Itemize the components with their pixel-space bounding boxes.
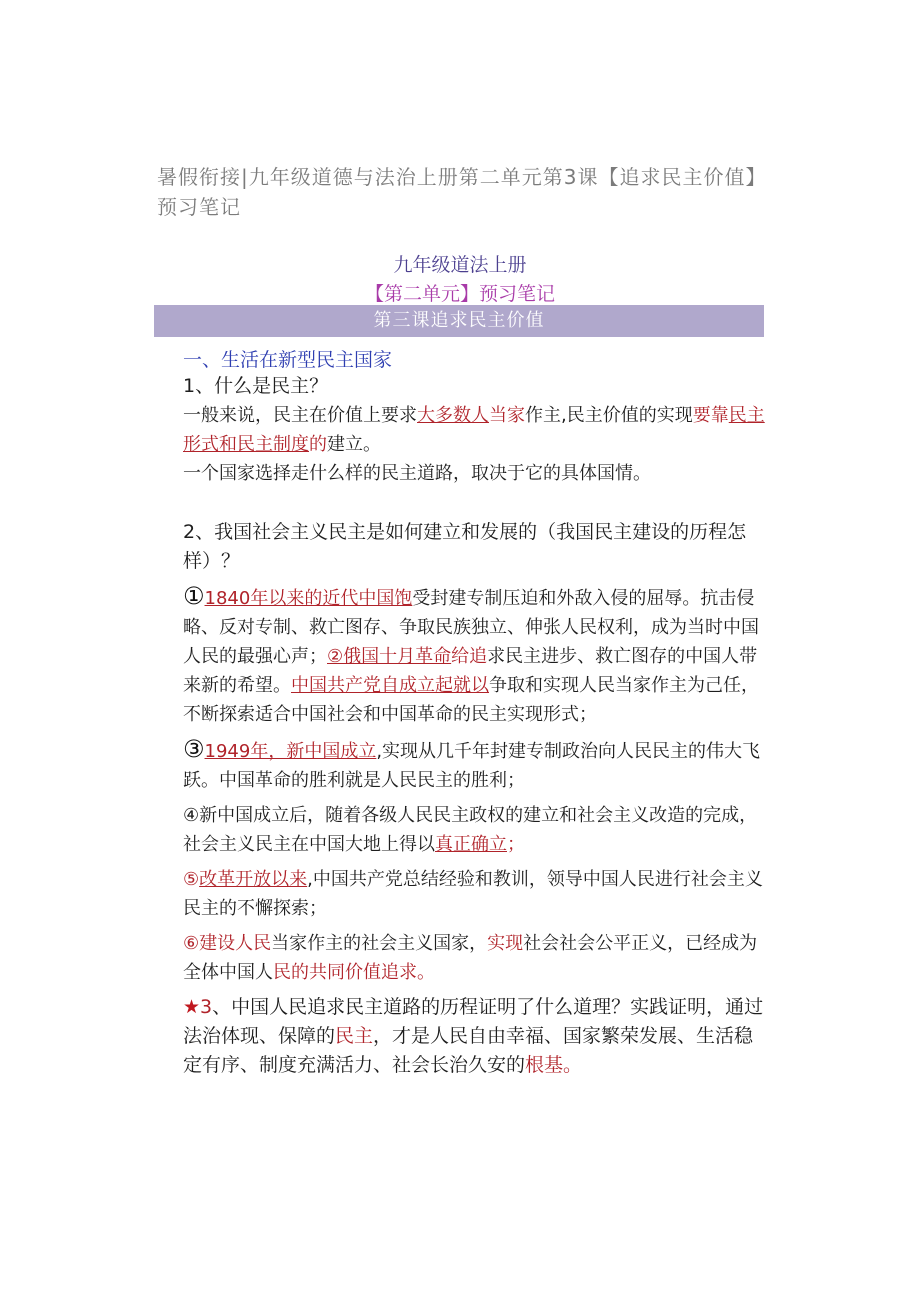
star-icon: ★ bbox=[183, 996, 201, 1018]
highlight-term: 民主形式和民主制度 bbox=[183, 405, 765, 455]
question-1-answer: 一般来说，民主在价值上要求大多数人当家作主,民主价值的实现要靠民主形式和民主制度的建立。 bbox=[183, 405, 765, 455]
document-title: 暑假衔接|九年级道德与法治上册第二单元第3课【追求民主价值】预习笔记 bbox=[157, 165, 767, 219]
highlight-term: 大多数人 bbox=[417, 405, 489, 426]
question-1-title: 1、什么是民主？ bbox=[183, 375, 329, 397]
question-3: ★3、中国人民追求民主道路的历程证明了什么道理？实践证明，通过法治体现、保障的民主，才是人民自由幸福、国家繁荣发展、生活稳定有序、制度充满活力、社会长治久安的根基。 bbox=[183, 996, 764, 1076]
question-2-title: 2、我国社会主义民主是如何建立和发展的（我国民主建设的历程怎样）？ bbox=[183, 521, 747, 572]
history-point-4: ④新中国成立后，随着各级人民民主政权的建立和社会主义改造的完成，社会主义民主在中国大地上得以真正确立； bbox=[183, 805, 758, 855]
history-point-1-2: ①1840年以来的近代中国饱受封建专制压迫和外敌入侵的屈辱。抗击侵略、反对专制、救亡图存、争取民族独立、伸张人民权利，成为当时中国人民的最强心声；②俄国十月革命给追求民主进步、救亡图存的中国人带来新的希望。中国共产党自成立起就以争取和实现人民当家作主为己任，不断探索适合中国社会和中国革命的民主实现形式； bbox=[183, 582, 759, 725]
lesson-banner: 第三课追求民主价值 bbox=[154, 305, 764, 337]
history-point-5: ⑤改革开放以来,中国共产党总结经验和教训，领导中国人民进行社会主义民主的不懈探索； bbox=[183, 869, 763, 919]
history-point-3: ③1949年，新中国成立,实现从几千年封建专制政治向人民民主的伟大飞跃。中国革命的胜利就是人民民主的胜利； bbox=[183, 735, 761, 791]
question-1-note: 一个国家选择走什么样的民主道路，取决于它的具体国情。 bbox=[183, 463, 651, 484]
unit-subtitle: 【第二单元】预习笔记 bbox=[364, 283, 555, 305]
section-heading: 一、生活在新型民主国家 bbox=[183, 349, 393, 371]
book-subtitle: 九年级道法上册 bbox=[393, 254, 527, 276]
history-point-6: ⑥建设人民当家作主的社会主义国家，实现社会社会公平正义，已经成为全体中国人民的共同价值追求。 bbox=[183, 933, 758, 983]
notes-body bbox=[183, 372, 768, 1080]
